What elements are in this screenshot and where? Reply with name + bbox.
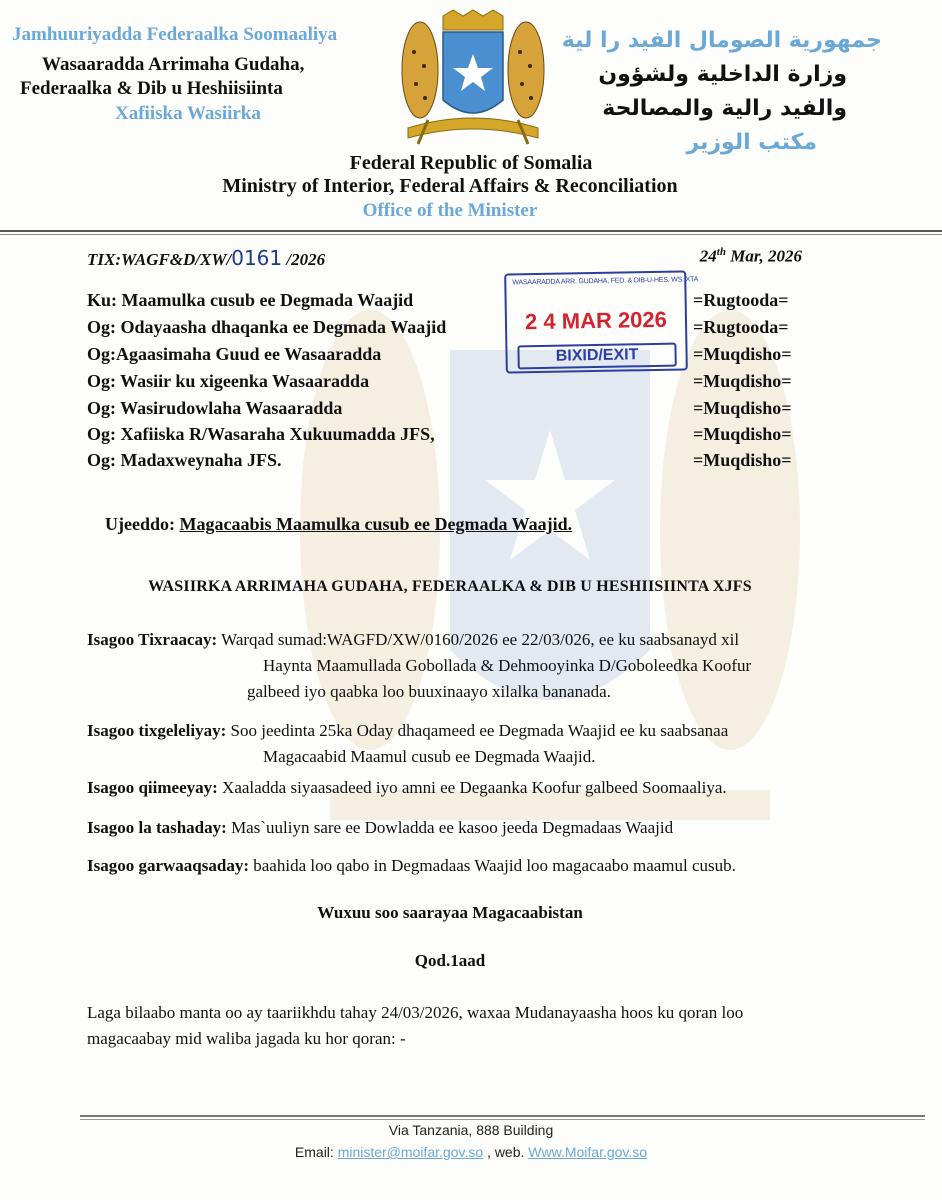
exit-stamp <box>504 270 699 373</box>
closing-text: Laga bilaabo manta oo ay taariikhdu tahay 24/03/2026, waxaa Mudanayaasha hoos ku qoran loo <box>87 1003 744 1022</box>
clause-text: Xaaladda siyaasadeed iyo amni ee Degaanka Koofur galbeed Soomaaliya. <box>217 778 727 797</box>
clause-text: Mas`uuliyn sare ee Dowladda ee kasoo jeeda Degmadaas Waajid <box>226 818 674 837</box>
reference-number <box>87 246 325 270</box>
clause-text: Haynta Maamullada Gobollada & Dehmooyinka D/Goboleedka Koofur <box>263 656 752 675</box>
reference-prefix: TIX:WAGF&D/XW/ <box>87 250 232 269</box>
subject-text: Magacaabis Maamulka cusub ee Degmada Waajid. <box>179 514 573 534</box>
stamp-exit-label: BIXID/EXIT <box>517 343 676 370</box>
stamp-date: 2 4 MAR 2026 <box>524 306 668 335</box>
clause-3 <box>87 775 847 801</box>
recipient-location: =Muqdisho= <box>693 398 792 418</box>
clause-label: Isagoo garwaaqsaday: <box>87 856 249 875</box>
header-arabic-ministry-1: وزارة الداخلية ولشؤون <box>598 62 847 87</box>
letter-date <box>700 246 802 267</box>
footer-divider-thin <box>80 1119 925 1120</box>
header-divider-thin <box>0 234 942 235</box>
recipient-location: =Rugtooda= <box>693 290 789 310</box>
stamp-ministry-text: WASAARADDA ARR. GUDAHA, FED. & DIB-U-HES. WS. XTA <box>512 276 699 287</box>
header-arabic-office: مكتب الوزير <box>686 130 817 155</box>
clause-text: baahida loo qabo in Degmadaas Waajid loo magacaabo maamul cusub. <box>249 856 736 875</box>
recipient-location: =Rugtooda= <box>693 317 789 337</box>
recipient-line: Og: Wasiir ku xigeenka Wasaaradda <box>87 371 370 391</box>
recipient-location: =Muqdisho= <box>693 450 792 470</box>
clause-label: Isagoo qiimeeyay: <box>87 778 218 797</box>
recipient-location: =Muqdisho= <box>693 371 792 391</box>
header-somali-office: Xafiiska Wasiirka <box>115 103 261 124</box>
subject-line <box>105 514 572 535</box>
footer-email-label: Email: <box>294 1144 338 1160</box>
recipient-line: Og: Odayaasha dhaqanka ee Degmada Waajid <box>87 317 447 337</box>
footer-divider <box>80 1115 925 1117</box>
footer-contact <box>0 1144 942 1160</box>
header-arabic-ministry-2: والفيد رالية والمصالحة <box>602 96 847 121</box>
clause-label: Isagoo tixgeleliyay: <box>87 721 227 740</box>
closing-paragraph <box>87 1000 827 1052</box>
subject-label: Ujeeddo: <box>105 514 175 534</box>
recipient-line: Og:Agaasimaha Guud ee Wasaaradda <box>87 344 382 364</box>
footer-address: Via Tanzania, 888 Building <box>388 1122 554 1138</box>
clause-text: galbeed iyo qaabka loo buuxinaayo xilalka bananada. <box>247 682 611 701</box>
date-day: 24 <box>699 246 717 266</box>
header-english-office: Office of the Minister <box>362 200 538 221</box>
recipient-location: =Muqdisho= <box>693 424 792 444</box>
clause-text: Warqad sumad:WAGFD/XW/0160/2026 ee 22/03/026, ee ku saabsanayd xil <box>217 630 740 649</box>
clause-text: Magacaabid Maamul cusub ee Degmada Waajid. <box>263 747 596 766</box>
header-english-ministry: Ministry of Interior, Federal Affairs & Reconciliation <box>222 175 678 197</box>
clause-1 <box>87 627 847 705</box>
issuance-heading: Wuxuu soo saarayaa Magacaabistan <box>317 903 583 922</box>
header-arabic-republic: جمهورية الصومال الفيد را لية <box>561 28 882 53</box>
recipient-line: Og: Xafiiska R/Wasaraha Xukuumadda JFS, <box>87 424 435 444</box>
reference-handwritten-number: 0161 <box>231 246 283 270</box>
header-english-republic: Federal Republic of Somalia <box>349 152 593 174</box>
article-heading: Qod.1aad <box>414 951 486 970</box>
recipient-line: Og: Wasirudowlaha Wasaaradda <box>87 398 343 418</box>
closing-text: magacaabay mid waliba jagada ku hor qoran: - <box>87 1029 406 1048</box>
clause-label: Isagoo la tashaday: <box>87 818 227 837</box>
reference-suffix: /2026 <box>282 250 326 269</box>
recipient-location: =Muqdisho= <box>693 344 792 364</box>
header-somali-republic: Jamhuuriyadda Federaalka Soomaaliya <box>12 24 338 45</box>
recipient-line: Og: Madaxweynaha JFS. <box>87 450 282 470</box>
header-somali-ministry-1: Wasaaradda Arrimaha Gudaha, <box>42 54 305 75</box>
clause-4 <box>87 815 847 841</box>
coat-of-arms-emblem <box>398 8 548 150</box>
footer-email-link[interactable]: minister@moifar.gov.so <box>337 1144 484 1160</box>
date-rest: Mar, 2026 <box>725 246 802 266</box>
clause-text: Soo jeedinta 25ka Oday dhaqameed ee Degmada Waajid ee ku saabsanaa <box>226 721 729 740</box>
header-divider <box>0 230 942 232</box>
footer-web-link[interactable]: Www.Moifar.gov.so <box>528 1144 648 1160</box>
recipient-line: Ku: Maamulka cusub ee Degmada Waajid <box>87 290 414 310</box>
minister-title: WASIIRKA ARRIMAHA GUDAHA, FEDERAALKA & DIB U HESHIISIINTA XJFS <box>148 578 752 595</box>
footer-web-label: , web. <box>483 1144 529 1160</box>
header-somali-ministry-2: Federaalka & Dib u Heshiisiinta <box>20 78 283 99</box>
clause-2 <box>87 718 847 770</box>
clause-5 <box>87 853 847 879</box>
clause-label: Isagoo Tixraacay: <box>87 630 218 649</box>
date-ordinal: th <box>716 246 726 258</box>
